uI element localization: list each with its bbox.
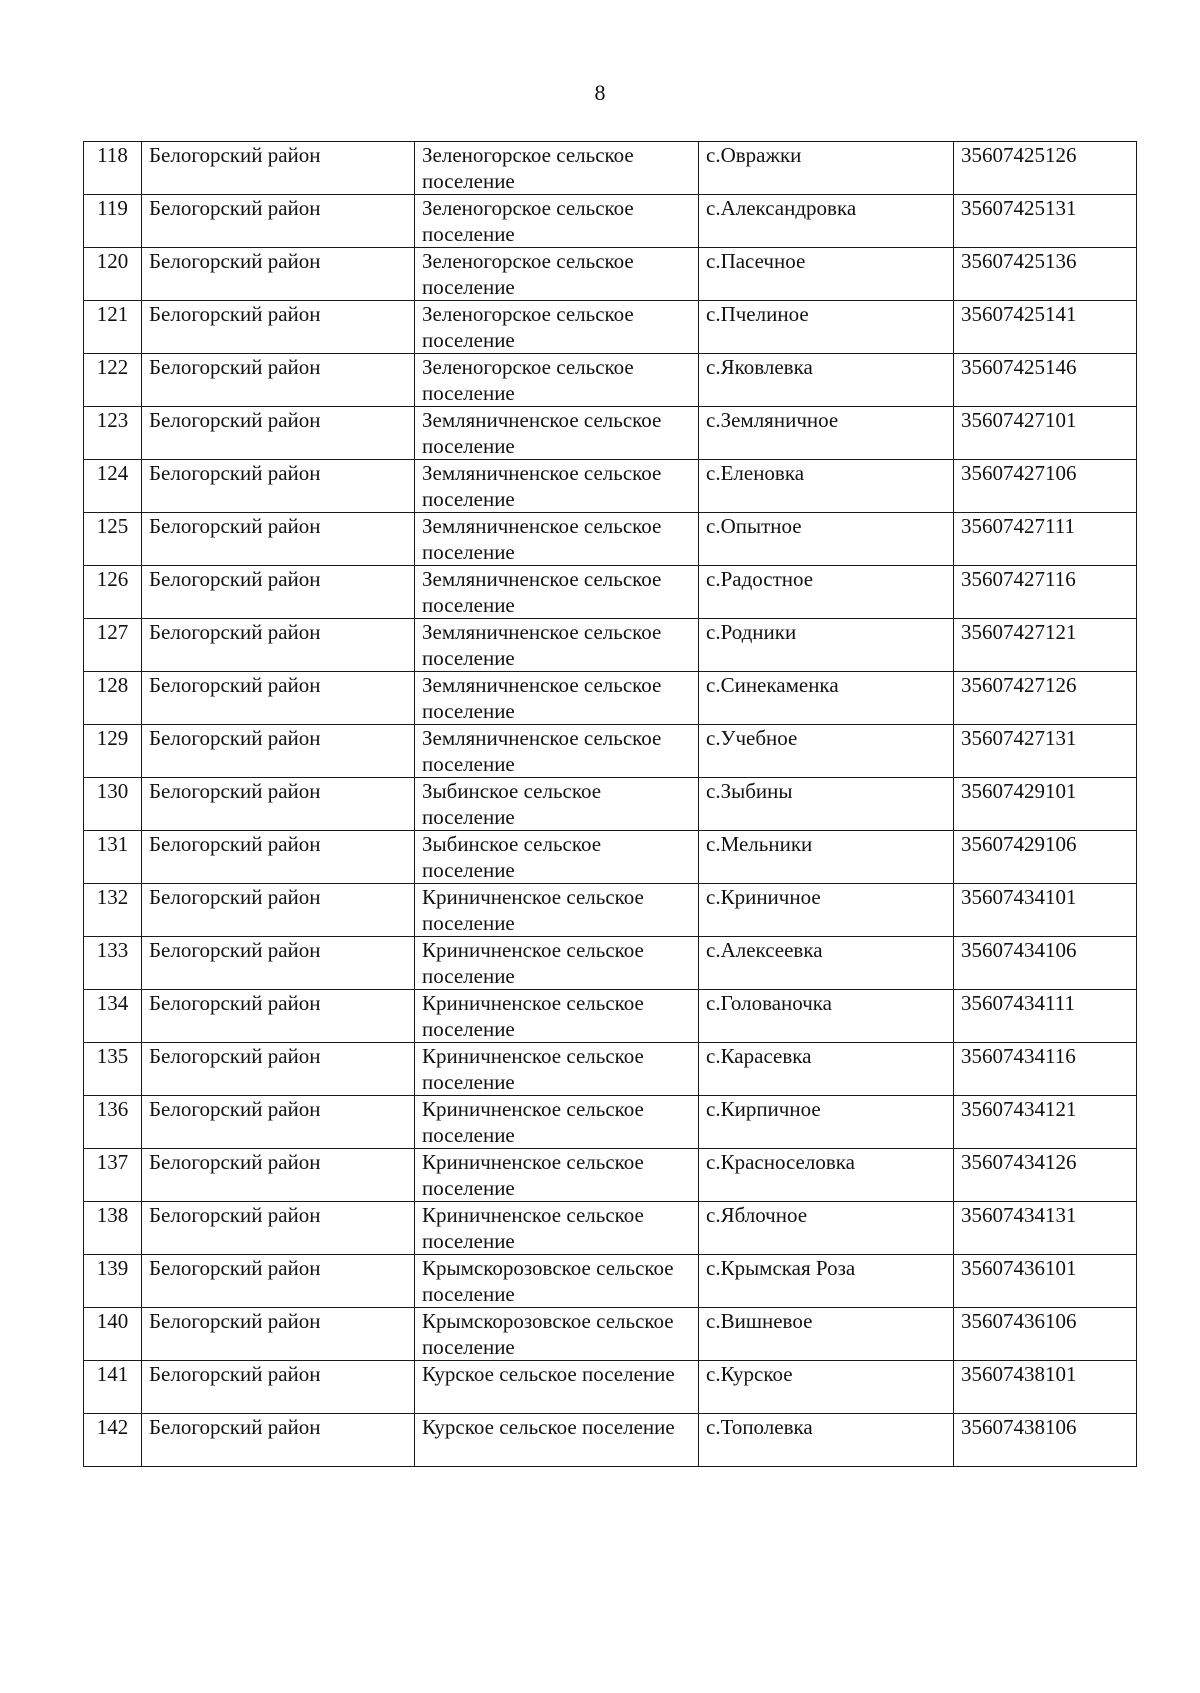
row-number-cell: 127 — [84, 619, 142, 672]
oktmo-code-cell: 35607425136 — [954, 248, 1137, 301]
village-cell: с.Крымская Роза — [699, 1255, 954, 1308]
table-row — [84, 1096, 1137, 1149]
row-number-cell: 120 — [84, 248, 142, 301]
row-number-cell: 142 — [84, 1414, 142, 1467]
rural-settlement-cell: Зыбинское сельское поселение — [415, 778, 699, 831]
district-cell: Белогорский район — [142, 142, 415, 195]
row-number-cell: 134 — [84, 990, 142, 1043]
oktmo-code-cell: 35607434121 — [954, 1096, 1137, 1149]
oktmo-code-cell: 35607436101 — [954, 1255, 1137, 1308]
table-row — [84, 301, 1137, 354]
table-row — [84, 1414, 1137, 1467]
settlement-registry-table — [83, 141, 1137, 1467]
oktmo-code-cell: 35607438106 — [954, 1414, 1137, 1467]
table-row — [84, 672, 1137, 725]
village-cell: с.Синекаменка — [699, 672, 954, 725]
oktmo-code-cell: 35607429106 — [954, 831, 1137, 884]
village-cell: с.Яблочное — [699, 1202, 954, 1255]
district-cell: Белогорский район — [142, 831, 415, 884]
rural-settlement-cell: Крымскорозовское сельское поселение — [415, 1255, 699, 1308]
village-cell: с.Пасечное — [699, 248, 954, 301]
district-cell: Белогорский район — [142, 619, 415, 672]
oktmo-code-cell: 35607434116 — [954, 1043, 1137, 1096]
village-cell: с.Овражки — [699, 142, 954, 195]
rural-settlement-cell: Зеленогорское сельское поселение — [415, 354, 699, 407]
rural-settlement-cell: Криничненское сельское поселение — [415, 1096, 699, 1149]
district-cell: Белогорский район — [142, 1096, 415, 1149]
rural-settlement-cell: Земляничненское сельское поселение — [415, 619, 699, 672]
village-cell: с.Мельники — [699, 831, 954, 884]
village-cell: с.Голованочка — [699, 990, 954, 1043]
village-cell: с.Опытное — [699, 513, 954, 566]
village-cell: с.Учебное — [699, 725, 954, 778]
district-cell: Белогорский район — [142, 937, 415, 990]
row-number-cell: 137 — [84, 1149, 142, 1202]
oktmo-code-cell: 35607427131 — [954, 725, 1137, 778]
district-cell: Белогорский район — [142, 1414, 415, 1467]
rural-settlement-cell: Зыбинское сельское поселение — [415, 831, 699, 884]
village-cell: с.Родники — [699, 619, 954, 672]
district-cell: Белогорский район — [142, 672, 415, 725]
rural-settlement-cell: Криничненское сельское поселение — [415, 1149, 699, 1202]
row-number-cell: 124 — [84, 460, 142, 513]
table-row — [84, 460, 1137, 513]
oktmo-code-cell: 35607434111 — [954, 990, 1137, 1043]
row-number-cell: 129 — [84, 725, 142, 778]
table-row — [84, 354, 1137, 407]
oktmo-code-cell: 35607438101 — [954, 1361, 1137, 1414]
village-cell: с.Яковлевка — [699, 354, 954, 407]
row-number-cell: 128 — [84, 672, 142, 725]
row-number-cell: 132 — [84, 884, 142, 937]
row-number-cell: 139 — [84, 1255, 142, 1308]
village-cell: с.Карасевка — [699, 1043, 954, 1096]
district-cell: Белогорский район — [142, 513, 415, 566]
rural-settlement-cell: Крымскорозовское сельское поселение — [415, 1308, 699, 1361]
district-cell: Белогорский район — [142, 990, 415, 1043]
table-row — [84, 1202, 1137, 1255]
village-cell: с.Алексеевка — [699, 937, 954, 990]
row-number-cell: 122 — [84, 354, 142, 407]
table-row — [84, 990, 1137, 1043]
table-row — [84, 142, 1137, 195]
district-cell: Белогорский район — [142, 248, 415, 301]
district-cell: Белогорский район — [142, 1043, 415, 1096]
table-row — [84, 513, 1137, 566]
table-row — [84, 1255, 1137, 1308]
rural-settlement-cell: Криничненское сельское поселение — [415, 1202, 699, 1255]
table-row — [84, 195, 1137, 248]
row-number-cell: 131 — [84, 831, 142, 884]
district-cell: Белогорский район — [142, 460, 415, 513]
rural-settlement-cell: Земляничненское сельское поселение — [415, 460, 699, 513]
rural-settlement-cell: Земляничненское сельское поселение — [415, 407, 699, 460]
table-row — [84, 1149, 1137, 1202]
village-cell: с.Еленовка — [699, 460, 954, 513]
oktmo-code-cell: 35607425126 — [954, 142, 1137, 195]
row-number-cell: 133 — [84, 937, 142, 990]
district-cell: Белогорский район — [142, 725, 415, 778]
registry-body — [84, 142, 1137, 1467]
row-number-cell: 119 — [84, 195, 142, 248]
row-number-cell: 138 — [84, 1202, 142, 1255]
district-cell: Белогорский район — [142, 301, 415, 354]
table-row — [84, 778, 1137, 831]
rural-settlement-cell: Криничненское сельское поселение — [415, 884, 699, 937]
rural-settlement-cell: Криничненское сельское поселение — [415, 990, 699, 1043]
district-cell: Белогорский район — [142, 566, 415, 619]
row-number-cell: 118 — [84, 142, 142, 195]
district-cell: Белогорский район — [142, 1361, 415, 1414]
row-number-cell: 125 — [84, 513, 142, 566]
table-row — [84, 619, 1137, 672]
oktmo-code-cell: 35607427111 — [954, 513, 1137, 566]
oktmo-code-cell: 35607436106 — [954, 1308, 1137, 1361]
oktmo-code-cell: 35607427121 — [954, 619, 1137, 672]
rural-settlement-cell: Земляничненское сельское поселение — [415, 513, 699, 566]
table-row — [84, 831, 1137, 884]
village-cell: с.Александровка — [699, 195, 954, 248]
village-cell: с.Красноселовка — [699, 1149, 954, 1202]
oktmo-code-cell: 35607427106 — [954, 460, 1137, 513]
oktmo-code-cell: 35607425131 — [954, 195, 1137, 248]
oktmo-code-cell: 35607434131 — [954, 1202, 1137, 1255]
table-row — [84, 725, 1137, 778]
rural-settlement-cell: Курское сельское поселение — [415, 1414, 699, 1467]
oktmo-code-cell: 35607427101 — [954, 407, 1137, 460]
rural-settlement-cell: Зеленогорское сельское поселение — [415, 142, 699, 195]
table-row — [84, 407, 1137, 460]
village-cell: с.Криничное — [699, 884, 954, 937]
row-number-cell: 126 — [84, 566, 142, 619]
oktmo-code-cell: 35607425146 — [954, 354, 1137, 407]
oktmo-code-cell: 35607427116 — [954, 566, 1137, 619]
oktmo-code-cell: 35607425141 — [954, 301, 1137, 354]
district-cell: Белогорский район — [142, 1149, 415, 1202]
rural-settlement-cell: Земляничненское сельское поселение — [415, 725, 699, 778]
table-row — [84, 884, 1137, 937]
district-cell: Белогорский район — [142, 1202, 415, 1255]
row-number-cell: 130 — [84, 778, 142, 831]
row-number-cell: 140 — [84, 1308, 142, 1361]
oktmo-code-cell: 35607429101 — [954, 778, 1137, 831]
district-cell: Белогорский район — [142, 407, 415, 460]
page-number: 8 — [594, 80, 606, 105]
village-cell: с.Курское — [699, 1361, 954, 1414]
village-cell: с.Кирпичное — [699, 1096, 954, 1149]
district-cell: Белогорский район — [142, 354, 415, 407]
table-row — [84, 937, 1137, 990]
row-number-cell: 135 — [84, 1043, 142, 1096]
rural-settlement-cell: Курское сельское поселение — [415, 1361, 699, 1414]
table-row — [84, 1043, 1137, 1096]
rural-settlement-cell: Криничненское сельское поселение — [415, 1043, 699, 1096]
rural-settlement-cell: Зеленогорское сельское поселение — [415, 195, 699, 248]
district-cell: Белогорский район — [142, 195, 415, 248]
rural-settlement-cell: Криничненское сельское поселение — [415, 937, 699, 990]
oktmo-code-cell: 35607434106 — [954, 937, 1137, 990]
row-number-cell: 141 — [84, 1361, 142, 1414]
district-cell: Белогорский район — [142, 778, 415, 831]
oktmo-code-cell: 35607427126 — [954, 672, 1137, 725]
district-cell: Белогорский район — [142, 884, 415, 937]
village-cell: с.Зыбины — [699, 778, 954, 831]
rural-settlement-cell: Земляничненское сельское поселение — [415, 566, 699, 619]
village-cell: с.Вишневое — [699, 1308, 954, 1361]
table-row — [84, 566, 1137, 619]
oktmo-code-cell: 35607434126 — [954, 1149, 1137, 1202]
table-row — [84, 1308, 1137, 1361]
district-cell: Белогорский район — [142, 1308, 415, 1361]
row-number-cell: 136 — [84, 1096, 142, 1149]
row-number-cell: 121 — [84, 301, 142, 354]
district-cell: Белогорский район — [142, 1255, 415, 1308]
rural-settlement-cell: Зеленогорское сельское поселение — [415, 301, 699, 354]
table-row — [84, 248, 1137, 301]
village-cell: с.Радостное — [699, 566, 954, 619]
oktmo-code-cell: 35607434101 — [954, 884, 1137, 937]
table-row — [84, 1361, 1137, 1414]
rural-settlement-cell: Земляничненское сельское поселение — [415, 672, 699, 725]
village-cell: с.Пчелиное — [699, 301, 954, 354]
village-cell: с.Земляничное — [699, 407, 954, 460]
row-number-cell: 123 — [84, 407, 142, 460]
rural-settlement-cell: Зеленогорское сельское поселение — [415, 248, 699, 301]
village-cell: с.Тополевка — [699, 1414, 954, 1467]
